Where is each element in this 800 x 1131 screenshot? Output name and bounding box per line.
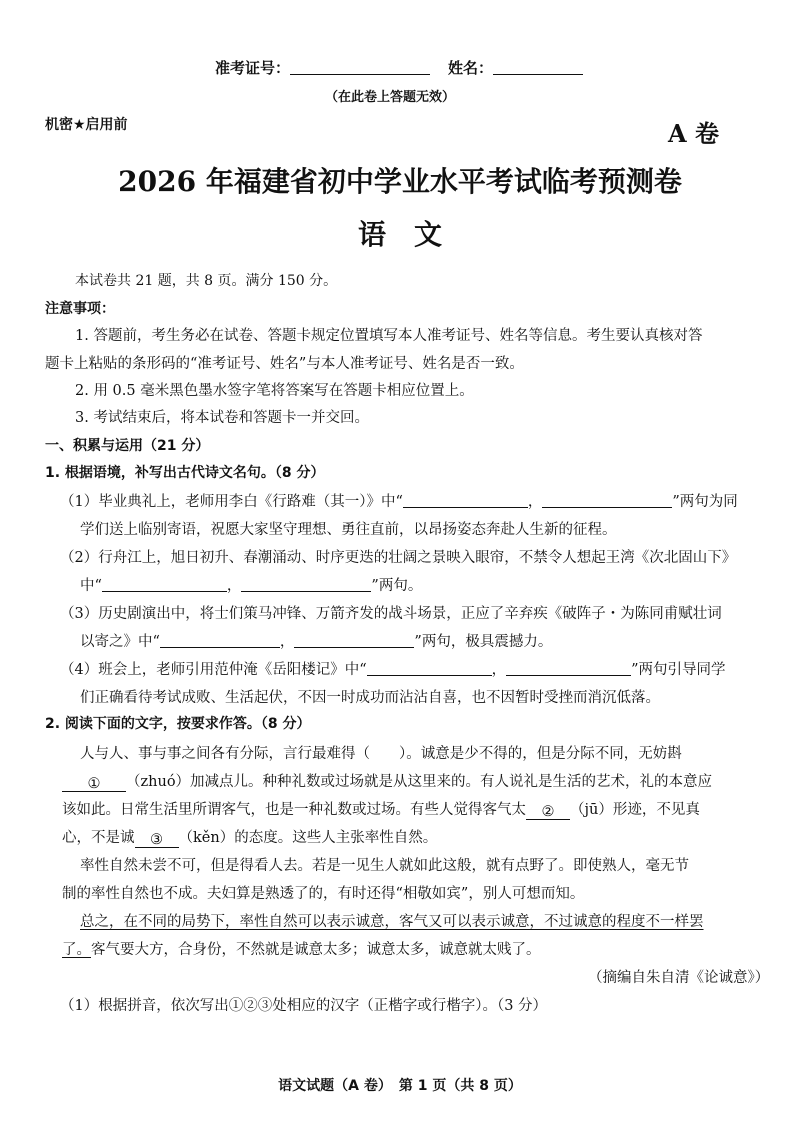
page-title: 2026 年福建省初中学业水平考试临考预测卷 xyxy=(118,165,682,198)
answer-blank xyxy=(241,577,371,593)
answer-blank xyxy=(160,633,280,649)
mark-2: ② xyxy=(541,804,555,820)
q1-part2-line1: （2）行舟江上，旭日初升、春潮涌动、时序更迭的壮阔之景映入眼帘，不禁令人想起王湾《次北固山下》 xyxy=(60,550,737,566)
q1-part4-line1 xyxy=(60,658,726,679)
passage-p3-line1: 总之，在不同的局势下，率性自然可以表示诚意，客气又可以表示诚意，不过诚意的程度不一样罢 xyxy=(80,914,704,930)
passage-source: （摘编自朱自清《论诚意》） xyxy=(588,970,770,986)
q1-part2-tail: ”两句。 xyxy=(371,578,423,594)
passage-p1-line4 xyxy=(62,826,437,848)
q1-part3-comma: ， xyxy=(279,634,295,650)
passage-p1-line3-text: 该如此。日常生活里所谓客气，也是一种礼数或过场。有些人觉得客气太 xyxy=(62,802,526,818)
q1-part1-text: （1）毕业典礼上，老师用李白《行路难（其一）》中“ xyxy=(60,494,403,510)
mark-1: ① xyxy=(87,776,101,792)
notes-item-1a: 1. 答题前，考生务必在试卷、答题卡规定位置填写本人准考证号、姓名等信息。考生要认真核对答 xyxy=(75,328,703,344)
passage-p1-line1: 人与人、事与事之间各有分际，言行最难得（ ）。诚意是少不得的，但是分际不同，无妨斟 xyxy=(80,746,682,762)
answer-blank xyxy=(506,661,631,677)
q1-part4-comma: ， xyxy=(491,662,507,678)
pinyin-blank-1 xyxy=(62,776,126,792)
mark-3: ③ xyxy=(150,832,163,848)
answer-blank xyxy=(294,633,414,649)
invalid-note: （在此卷上答题无效） xyxy=(325,90,456,105)
exam-id-label: 准考证号： xyxy=(215,59,291,77)
passage-p1-line4-tail: （kěn）的态度。这些人主张率性自然。 xyxy=(178,830,438,846)
name-field xyxy=(448,57,583,78)
passage-p3-rest: 客气要大方，合身份，不然就是诚意太多；诚意太多，诚意就太贱了。 xyxy=(91,942,541,958)
name-label: 姓名： xyxy=(448,59,494,77)
answer-blank xyxy=(403,493,528,509)
notes-item-1b: 题卡上粘贴的条形码的“准考证号、姓名”与本人准考证号、姓名是否一致。 xyxy=(45,356,524,372)
notes-item-2: 2. 用 0.5 毫米黑色墨水签字笔将答案写在答题卡相应位置上。 xyxy=(75,383,474,399)
passage-p1-line3 xyxy=(62,798,700,820)
notes-item-3: 3. 考试结束后，将本试卷和答题卡一并交回。 xyxy=(75,410,369,426)
q1-part1-line2: 学们送上临别寄语，祝愿大家坚守理想、勇往直前，以昂扬姿态奔赴人生新的征程。 xyxy=(80,522,617,538)
q1-part3-line1: （3）历史剧演出中，将士们策马冲锋、万箭齐发的战斗场景，正应了辛弃疾《破阵子・为陈同甫赋壮词 xyxy=(60,606,722,622)
q1-part2-comma: ， xyxy=(226,578,242,594)
q1-part2-line2 xyxy=(80,574,422,595)
pinyin-blank-3 xyxy=(135,832,179,848)
q1-part1-tail: ”两句为同 xyxy=(672,494,738,510)
passage-p1-line4-text: 心，不是诚 xyxy=(62,830,135,846)
intro-text: 本试卷共 21 题，共 8 页。满分 150 分。 xyxy=(75,273,338,289)
passage-p2-line1: 率性自然未尝不可，但是得看人去。若是一见生人就如此这般，就有点野了。即使熟人，毫无节 xyxy=(80,858,689,874)
q1-part3-line2 xyxy=(80,630,552,651)
q1-part2-text: 中“ xyxy=(80,578,102,594)
q1-stem: 1. 根据语境，补写出古代诗文名句。（8 分） xyxy=(45,465,325,481)
passage-p1-line2 xyxy=(62,770,712,792)
name-blank xyxy=(493,59,583,75)
q1-part4-tail: ”两句引导同学 xyxy=(631,662,726,678)
passage-p3-line2 xyxy=(62,938,541,959)
q1-part1-line1 xyxy=(60,490,738,511)
pinyin-blank-2 xyxy=(526,804,570,820)
exam-id-blank xyxy=(290,59,430,75)
answer-blank xyxy=(102,577,227,593)
passage-p1-line3-tail: （jū）形迹，不见真 xyxy=(570,802,700,818)
q1-part1-comma: ， xyxy=(527,494,543,510)
exam-id-field xyxy=(215,57,430,78)
q1-part4-text: （4）班会上，老师引用范仲淹《岳阳楼记》中“ xyxy=(60,662,367,678)
notes-heading: 注意事项： xyxy=(45,301,115,317)
q1-part3-text: 以寄之》中“ xyxy=(80,634,160,650)
answer-blank xyxy=(367,661,492,677)
q1-part4-line2: 们正确看待考试成败、生活起伏，不因一时成功而沾沾自喜，也不因暂时受挫而消沉低落。 xyxy=(80,690,660,706)
q1-part3-tail: ”两句，极具震撼力。 xyxy=(414,634,553,650)
passage-p2-line2: 制的率性自然也不成。夫妇算是熟透了的，有时还得“相敬如宾”，别人可想而知。 xyxy=(62,886,585,902)
page-footer: 语文试题（A 卷） 第 1 页（共 8 页） xyxy=(278,1078,522,1094)
confidential-label: 机密★启用前 xyxy=(45,117,128,133)
passage-p1-line2-text: （zhuó）加减点儿。种种礼数或过场就是从这里来的。有人说礼是生活的艺术，礼的本意应 xyxy=(126,774,713,790)
section-heading: 一、积累与运用（21 分） xyxy=(45,438,210,454)
paper-version: A 卷 xyxy=(668,119,719,148)
subject-title: 语 文 xyxy=(357,218,442,251)
q2-stem: 2. 阅读下面的文字，按要求作答。（8 分） xyxy=(45,716,311,732)
passage-p3-underlined: 了。 xyxy=(62,942,91,958)
q2-sub1: （1）根据拼音，依次写出①②③处相应的汉字（正楷字或行楷字）。（3 分） xyxy=(60,998,548,1014)
answer-blank xyxy=(542,493,672,509)
